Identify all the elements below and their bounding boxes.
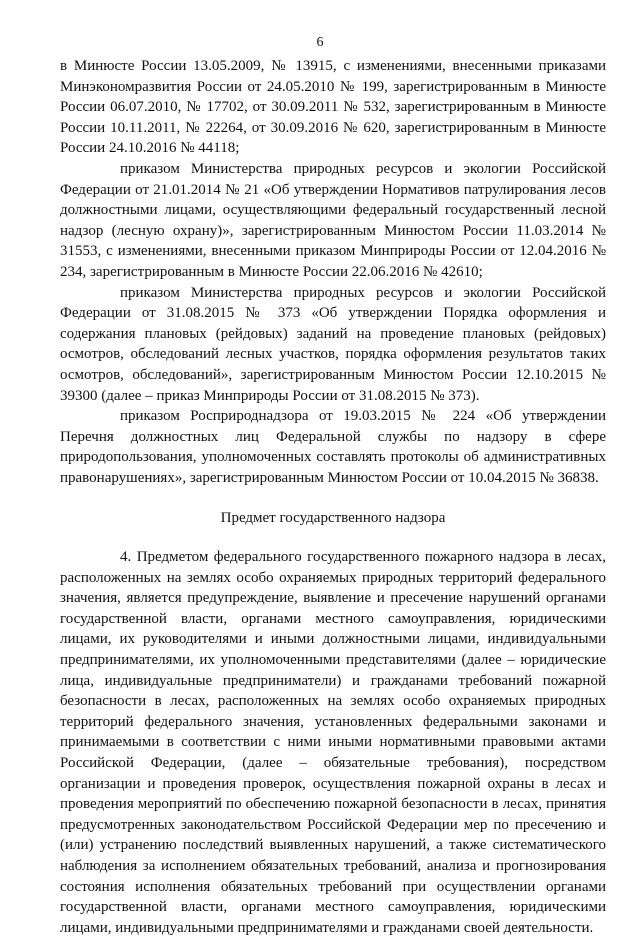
paragraph-order-21: приказом Министерства природных ресурсов и экологии Российской Федерации от 21.01.2014 № 21 «Об утверждении Нормативов патрулирования лесов должностными лицами, осуществляющими федеральный государственный лесной надзор (лесную охрану)», зарегистрированным Минюстом России 11.03.2014 № 31553, с изменениями, внесенными приказом Минприроды России от 12.04.2016 № 234, зарегистрированным в Минюсте России 22.06.2016 № 42610; [60, 160, 606, 280]
section-heading: Предмет государственного надзора [220, 510, 446, 527]
paragraph-order-373: приказом Министерства природных ресурсов и экологии Российской Федерации от 31.08.2015 № 373 «Об утверждении Порядка оформления и содержания плановых (рейдовых) заданий на проведение плановых (рейдовых) осмотров, обследований лесных участков, порядка оформления результатов таких осмотров, обследований», зарегистрированным Минюстом России 12.10.2015 № 39300 (далее – приказ Минприроды России от 31.08.2015 № 373). [60, 284, 606, 404]
page-number: 6 [316, 35, 324, 50]
document-body [60, 56, 606, 938]
paragraph-continuation: в Минюсте России 13.05.2009, № 13915, с изменениями, внесенными приказами Минэкономразвития России от 24.05.2010 № 199, зарегистрированным в Минюсте России 06.07.2010, № 17702, от 30.09.2011 № 532, зарегистрированным в Минюсте России 10.11.2011, № 22264, от 30.09.2016 № 620, зарегистрированным в Минюсте России 24.10.2016 № 44118; [60, 58, 606, 157]
paragraph-order-224: приказом Росприроднадзора от 19.03.2015 № 224 «Об утверждении Перечня должностных лиц Федеральной службы по надзору в сфере природопользования, уполномоченных составлять протоколы об административных правонарушениях», зарегистрированным Минюстом России от 10.04.2015 № 36838. [60, 408, 606, 486]
paragraph-item-4: 4. Предметом федерального государственного пожарного надзора в лесах, расположенных на землях особо охраняемых природных территорий федерального значения, является предупреждение, выявление и пресечение нарушений органами государственной власти, органами местного самоуправления, юридическими лицами, их руководителями и иными должностными лицами, индивидуальными предпринимателями, их уполномоченными представителями (далее – юридические лица, индивидуальные предприниматели) и гражданами требований пожарной безопасности в лесах, расположенных на землях особо охраняемых природных территорий федерального значения, установленных федеральными законами и принимаемыми в соответствии с ними иными нормативными правовыми актами Российской Федерации, (далее – обязательные требования), посредством организации и проведения проверок, осуществления пожарной охраны в лесах и проведения мероприятий по обеспечению пожарной безопасности в лесах, принятия предусмотренных законодательством Российской Федерации мер по пресечению и (или) устранению последствий выявленных нарушений, а также систематического наблюдения за исполнением обязательных требований, анализа и прогнозирования состояния исполнения обязательных требований при осуществлении органами государственной власти, органами местного самоуправления, юридическими лицами, индивидуальными предпринимателями и гражданами своей деятельности. [60, 549, 606, 936]
